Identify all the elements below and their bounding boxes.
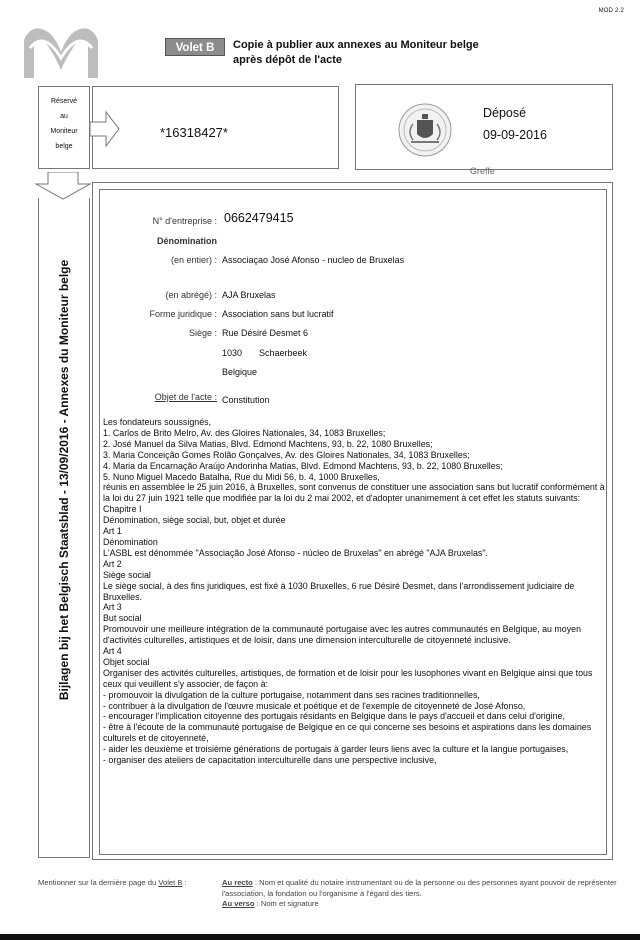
- object-value: Constitution: [222, 395, 270, 405]
- footer-intro: Mentionner sur la dernière page du: [38, 878, 157, 887]
- deposit-date: 09-09-2016: [483, 128, 547, 142]
- denomination-label: Dénomination: [157, 236, 217, 246]
- legal-form-label: Forme juridique :: [149, 309, 217, 319]
- deposit-box: [355, 84, 613, 170]
- body-line: Dénomination, siège social, but, objet et durée: [103, 515, 286, 526]
- body-line: Organiser des activités culturelles, artistiques, de formation et de loisir pour les lusophones vivant en Belgique ainsi que tous ceux qui veuillent s'y associer, de façon à:: [103, 667, 593, 689]
- full-name-label: (en entier) :: [170, 255, 217, 265]
- body-line: - organiser des ateliers de capacitation interculturelle dans une perspective inclusive,: [103, 755, 437, 766]
- seat-city: Schaerbeek: [259, 348, 308, 358]
- body-line: L'ASBL est dénommée "Associação José Afonso - núcleo de Bruxelas" en abrégé "AJA Bruxelas".: [103, 547, 488, 558]
- body-line: Dénomination: [103, 536, 158, 547]
- copy-title-line1: Copie à publier aux annexes au Moniteur belge: [233, 39, 479, 51]
- footer-recto-label: Au recto: [222, 878, 253, 887]
- reference-number: *16318427*: [160, 125, 228, 140]
- enterprise-number: 0662479415: [224, 211, 294, 225]
- reserved-line: au: [60, 113, 68, 120]
- body-line: Le siège social, à des fins juridiques, est fixé à 1030 Bruxelles, 6 rue Désiré Desmet, dans l'arrondissement judiciaire de Bruxelles.: [103, 580, 575, 602]
- body-line: - contribuer à la divulgation de l'œuvre musicale et poétique et de l'exemple de citoyenneté de José Afonso,: [103, 700, 526, 711]
- body-line: - encourager l'implication citoyenne des portugais résidants en Belgique dans le pays d'accueil et dans celui d'origine,: [103, 711, 565, 722]
- enterprise-number-label: N° d'entreprise :: [152, 216, 217, 226]
- reserved-line: Réservé: [50, 98, 78, 105]
- reserved-line: belge: [55, 143, 73, 150]
- short-name-value: AJA Bruxelas: [222, 290, 276, 300]
- arrow-down-icon: [34, 172, 92, 200]
- short-name-label: (en abrégé) :: [165, 290, 217, 300]
- court-seal-icon: [397, 102, 453, 158]
- registry-label: Greffe: [470, 166, 495, 176]
- reserved-line: Moniteur: [50, 128, 78, 135]
- footer-verso-label: Au verso: [222, 899, 255, 908]
- body-line: Chapitre I: [103, 504, 142, 515]
- bottom-edge: [0, 934, 640, 940]
- full-name-value: Associaçao José Afonso - nucleo de Bruxelas: [222, 255, 405, 265]
- body-line: Art 3: [103, 602, 122, 613]
- seat-label: Siège :: [188, 328, 217, 338]
- body-line: Promouvoir une meilleure intégration de la communauté portugaise avec les autres communautés en Belgique, au moyen d'activités culturelles, artistiques et de loisir, dans une dimension interculturelle de citoyenneté inclusive.: [103, 624, 582, 646]
- body-line: Art 2: [103, 558, 122, 569]
- footer-verso-text: : Nom et signature: [256, 899, 319, 908]
- copy-title-line2: après dépôt de l'acte: [233, 54, 342, 66]
- body-line: Art 1: [103, 526, 122, 537]
- body-line: Art 4: [103, 646, 122, 657]
- footer-colon: :: [184, 878, 187, 887]
- footer-volet: Volet B: [158, 878, 183, 887]
- form-code: MOD 2.2: [598, 8, 624, 14]
- object-label: Objet de l'acte :: [154, 392, 217, 402]
- body-line: 1. Carlos de Brito Melro, Av. des Gloires Nationales, 34, 1083 Bruxelles;: [103, 427, 386, 438]
- arrow-right-icon: [90, 110, 120, 148]
- statutes-body: [103, 417, 608, 766]
- legal-form-value: Association sans but lucratif: [222, 309, 334, 319]
- body-line: Objet social: [103, 656, 150, 667]
- deposit-status: Déposé: [483, 106, 527, 120]
- body-line: réunis en assemblée le 25 juin 2016, à Bruxelles, sont convenus de constituer une association sans but lucratif conformément à la loi du 27 juin 1921 telle que modifiée par la loi du 2 mai 2002, et d'adopter unanimement à cet effet les statuts suivants:: [103, 482, 605, 504]
- seat-country: Belgique: [222, 367, 258, 377]
- reserved-box: [38, 86, 90, 169]
- body-line: - aider les deuxième et troisième générations de portugais à garder leurs liens avec la culture et la langue portugaises,: [103, 744, 569, 755]
- body-line: Siège social: [103, 569, 151, 580]
- body-line: 5. Nuno Miguel Macedo Batalha, Rue du Midi 56, b. 4, 1000 Bruxelles,: [103, 471, 380, 482]
- seat-postal-code: 1030: [222, 348, 243, 358]
- footer-recto-text: : Nom et qualité du notaire instrumentant ou de la personne ou des personnes ayant pouvoir de représenter l'association, la fondation ou l'organisme à l'égard des tiers.: [222, 878, 617, 898]
- body-line: Les fondateurs soussignés,: [103, 417, 212, 427]
- body-line: 4. Maria da Encarnação Araújo Andorinha Matias, Blvd. Edmond Machtens, 93, b. 22, 1080 Bruxelles;: [103, 460, 503, 471]
- body-line: - être à l'écoute de la communauté portugaise de Belgique en ce qui concerne ses besoins et aspirations dans les domaines culturels et de citoyenneté,: [103, 722, 592, 744]
- moniteur-logo-icon: [22, 18, 100, 80]
- volet-badge: Volet B: [165, 38, 225, 56]
- body-line: But social: [103, 613, 142, 624]
- body-line: - promouvoir la divulgation de la culture portugaise, notamment dans ses racines traditionnelles,: [103, 689, 480, 700]
- copy-title: [233, 38, 563, 68]
- footer-note: [38, 878, 618, 910]
- body-line: 2. José Manuel da Silva Matias, Blvd. Edmond Machtens, 93, b. 22, 1080 Bruxelles;: [103, 438, 433, 449]
- seat-street: Rue Désiré Desmet 6: [222, 328, 309, 338]
- spine-text: Bijlagen bij het Belgisch Staatsblad - 13/09/2016 - Annexes du Moniteur belge: [57, 259, 71, 701]
- body-line: 3. Maria Conceição Gomes Rolão Gonçalves, Av. des Gloires Nationales, 34, 1083 Bruxelles;: [103, 449, 470, 460]
